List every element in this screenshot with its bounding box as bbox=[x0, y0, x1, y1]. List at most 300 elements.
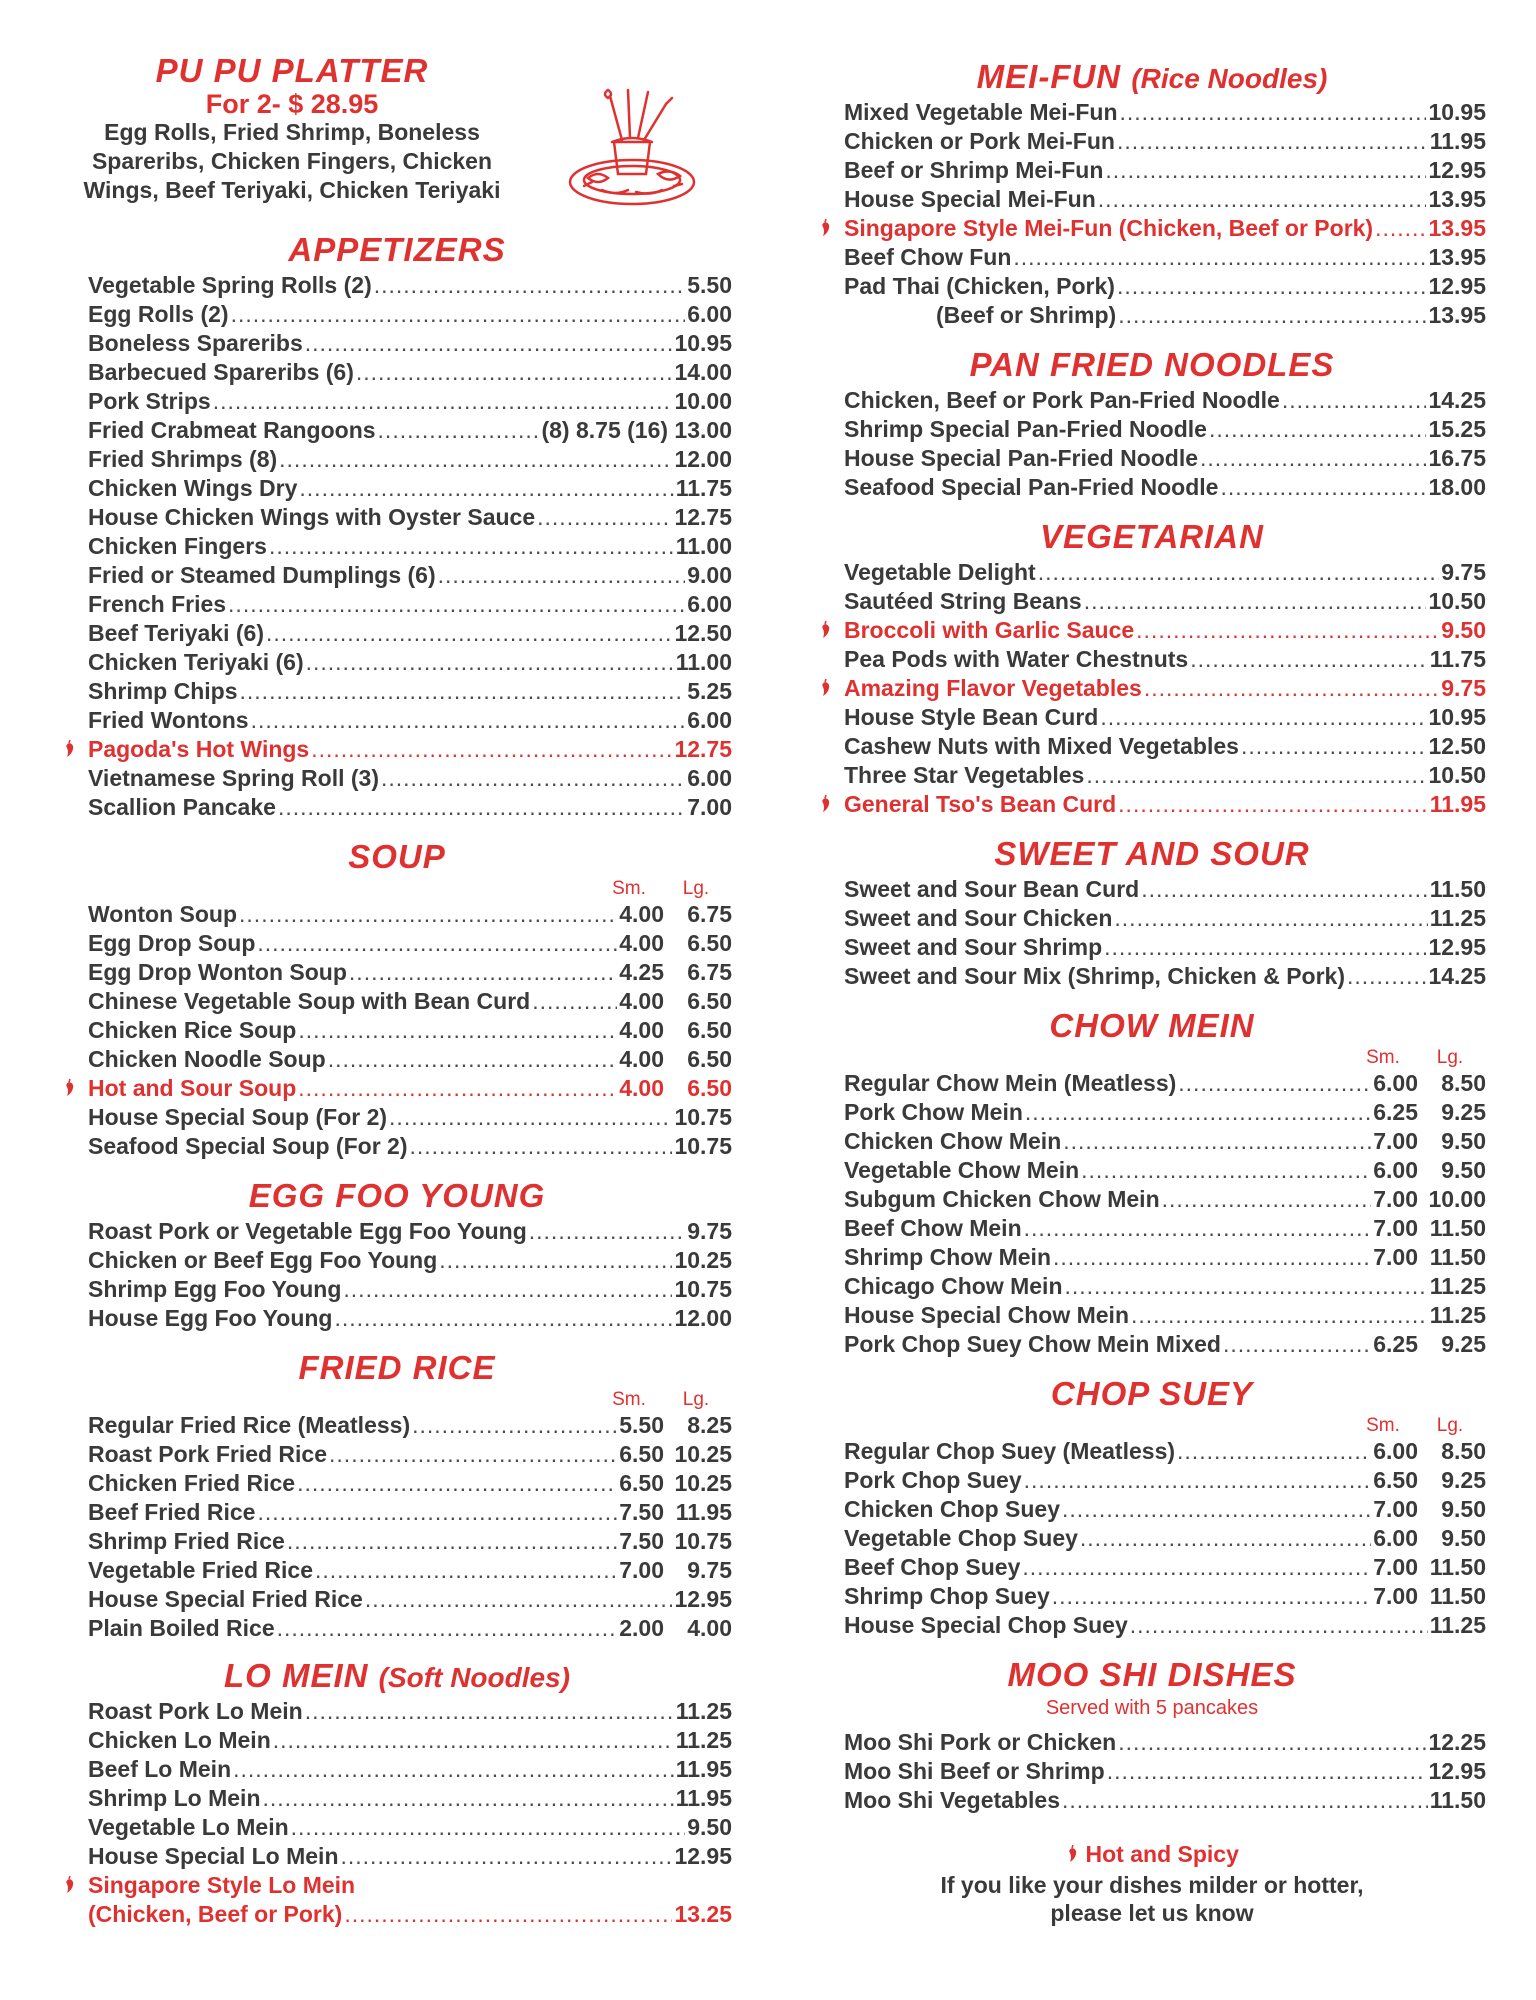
menu-item-house-egg-foo-young bbox=[88, 1304, 732, 1333]
item-price-large: 11.50 bbox=[1429, 1554, 1486, 1580]
mei-fun-title: MEI-FUN (Rice Noodles) bbox=[976, 58, 1328, 95]
menu-item-roast-pork-lo-mein bbox=[88, 1697, 732, 1726]
item-name: Three Star Vegetables bbox=[844, 762, 1085, 788]
menu-item-house-style-bean-curd bbox=[844, 703, 1486, 732]
dot-leader bbox=[532, 987, 617, 1016]
dot-leader bbox=[1062, 1495, 1371, 1524]
menu-item-shrimp-chow-mein bbox=[844, 1243, 1486, 1272]
item-price-small: 6.00 bbox=[1373, 1525, 1418, 1551]
menu-item-beef-chow-fun bbox=[844, 243, 1486, 272]
chop-suey-title: CHOP SUEY bbox=[1050, 1375, 1254, 1412]
dot-leader bbox=[1100, 703, 1426, 732]
item-name: Subgum Chicken Chow Mein bbox=[844, 1186, 1160, 1212]
dot-leader bbox=[315, 1556, 617, 1585]
menu-item-chicken-wings-dry bbox=[88, 474, 732, 503]
dot-leader bbox=[1347, 962, 1426, 991]
item-price: 12.95 bbox=[1428, 273, 1486, 299]
menu-item-chicken-chow-mein bbox=[844, 1127, 1486, 1156]
item-price-large: 6.50 bbox=[687, 930, 732, 956]
item-price: 12.00 bbox=[674, 446, 732, 472]
item-name: House Egg Foo Young bbox=[88, 1305, 333, 1331]
item-price-large: 10.00 bbox=[1428, 1186, 1486, 1212]
dot-leader bbox=[1107, 1757, 1427, 1786]
dot-leader bbox=[1081, 1156, 1371, 1185]
small-size-label: Sm. bbox=[612, 1389, 646, 1410]
item-price-large: 10.25 bbox=[674, 1441, 732, 1467]
item-name: House Special Lo Mein bbox=[88, 1843, 339, 1869]
item-name: Sweet and Sour Shrimp bbox=[844, 934, 1103, 960]
menu-item-chicken-fingers bbox=[88, 532, 732, 561]
item-name: Chicken Chow Mein bbox=[844, 1128, 1062, 1154]
dot-leader bbox=[1130, 1611, 1428, 1640]
item-price-small: 7.00 bbox=[1373, 1583, 1418, 1609]
menu-item-shrimp-lo-mein bbox=[88, 1784, 732, 1813]
pepper-icon bbox=[816, 616, 834, 645]
dot-leader bbox=[365, 1585, 673, 1614]
pepper-icon bbox=[816, 674, 834, 703]
large-size-label: Lg. bbox=[682, 878, 710, 899]
item-price-large: 9.50 bbox=[1441, 1128, 1486, 1154]
item-price-large: 9.50 bbox=[1441, 1157, 1486, 1183]
item-name: Shrimp Special Pan-Fried Noodle bbox=[844, 416, 1207, 442]
dot-leader bbox=[1120, 98, 1427, 127]
item-price: 14.25 bbox=[1428, 963, 1486, 989]
menu-item-beef-or-shrimp bbox=[844, 301, 1486, 330]
vegetarian-section bbox=[818, 516, 1486, 819]
dot-leader bbox=[378, 416, 540, 445]
item-name: Seafood Special Pan-Fried Noodle bbox=[844, 474, 1219, 500]
dot-leader bbox=[341, 1842, 673, 1871]
large-size-label: Lg. bbox=[682, 1389, 710, 1410]
item-price-large: 9.50 bbox=[1441, 1496, 1486, 1522]
item-price-small: 6.25 bbox=[1373, 1099, 1418, 1125]
vegetarian-title: VEGETARIAN bbox=[1040, 518, 1264, 555]
fried-rice-section bbox=[62, 1347, 732, 1643]
item-name: Moo Shi Beef or Shrimp bbox=[844, 1758, 1105, 1784]
item-price-large: 11.50 bbox=[1429, 1583, 1486, 1609]
size-header bbox=[844, 1047, 1486, 1069]
dot-leader bbox=[1065, 1272, 1428, 1301]
pupu-price: For 2- $ 28.95 bbox=[205, 89, 379, 119]
item-name: Roast Pork Lo Mein bbox=[88, 1698, 303, 1724]
menu-item-moo-shi-vegetables bbox=[844, 1786, 1486, 1815]
item-price: 13.25 bbox=[674, 1901, 732, 1927]
appetizers-title: APPETIZERS bbox=[288, 231, 506, 268]
dot-leader bbox=[263, 1784, 674, 1813]
item-price: 11.95 bbox=[675, 1756, 732, 1782]
item-price: 12.95 bbox=[1428, 934, 1486, 960]
item-price-large: 8.50 bbox=[1441, 1438, 1486, 1464]
dot-leader bbox=[213, 387, 673, 416]
menu-item-chinese-vegetable-soup-with-bean-curd bbox=[88, 987, 732, 1016]
item-name: Barbecued Spareribs (6) bbox=[88, 359, 354, 385]
menu-item-shrimp-chop-suey bbox=[844, 1582, 1486, 1611]
menu-item-beef-chow-mein bbox=[844, 1214, 1486, 1243]
item-name: (Chicken, Beef or Pork) bbox=[88, 1901, 343, 1927]
item-name: Shrimp Chow Mein bbox=[844, 1244, 1051, 1270]
item-name: Seafood Special Soup (For 2) bbox=[88, 1133, 408, 1159]
dot-leader bbox=[381, 764, 685, 793]
item-price: 5.25 bbox=[687, 678, 732, 704]
dot-leader bbox=[1038, 558, 1440, 587]
item-name: House Special Pan-Fried Noodle bbox=[844, 445, 1199, 471]
dot-leader bbox=[334, 1304, 672, 1333]
menu-item-chicken-chop-suey bbox=[844, 1495, 1486, 1524]
dot-leader bbox=[1025, 1098, 1371, 1127]
item-name: Fried or Steamed Dumplings (6) bbox=[88, 562, 436, 588]
menu-item-shrimp-egg-foo-young bbox=[88, 1275, 732, 1304]
item-price: 12.25 bbox=[1428, 1729, 1486, 1755]
item-price: 5.50 bbox=[687, 272, 732, 298]
item-name: Pork Chop Suey bbox=[844, 1467, 1022, 1493]
item-price-large: 6.75 bbox=[687, 901, 732, 927]
item-name: Chicken Chop Suey bbox=[844, 1496, 1060, 1522]
pan-fried-noodles-section bbox=[818, 344, 1486, 502]
right-column bbox=[818, 56, 1486, 1927]
item-name: Egg Drop Wonton Soup bbox=[88, 959, 347, 985]
item-name: Chicken Teriyaki (6) bbox=[88, 649, 304, 675]
dot-leader bbox=[328, 1045, 618, 1074]
dot-leader bbox=[412, 1411, 617, 1440]
dot-leader bbox=[273, 1726, 674, 1755]
item-name: Chinese Vegetable Soup with Bean Curd bbox=[88, 988, 531, 1014]
menu-item-vietnamese-spring-roll-3 bbox=[88, 764, 732, 793]
dot-leader bbox=[233, 1755, 674, 1784]
chow-mein-section bbox=[818, 1005, 1486, 1359]
item-name: Chicken Wings Dry bbox=[88, 475, 298, 501]
dot-leader bbox=[277, 1614, 618, 1643]
item-name: House Special Mei-Fun bbox=[844, 186, 1096, 212]
item-price: 10.75 bbox=[674, 1276, 732, 1302]
dot-leader bbox=[1177, 1437, 1371, 1466]
menu-item-boneless-spareribs bbox=[88, 329, 732, 358]
lo-mein-list bbox=[62, 1697, 732, 1929]
item-price: 9.50 bbox=[1441, 617, 1486, 643]
menu-item-seafood-special-soup-for-2 bbox=[88, 1132, 732, 1161]
item-price-small: 2.00 bbox=[619, 1615, 664, 1641]
dot-leader bbox=[1086, 761, 1426, 790]
item-name: Sautéed String Beans bbox=[844, 588, 1082, 614]
item-name: House Style Bean Curd bbox=[844, 704, 1099, 730]
dot-leader bbox=[349, 958, 617, 987]
menu-item-hot-and-sour-soup bbox=[88, 1074, 732, 1103]
item-price-large: 9.25 bbox=[1441, 1099, 1486, 1125]
item-price-small: 6.00 bbox=[1373, 1070, 1418, 1096]
item-price-small: 7.00 bbox=[1373, 1554, 1418, 1580]
item-name: Egg Rolls (2) bbox=[88, 301, 229, 327]
dot-leader bbox=[1117, 272, 1426, 301]
item-price: 9.75 bbox=[1441, 675, 1486, 701]
item-price-small: 6.50 bbox=[619, 1441, 664, 1467]
item-name: Wonton Soup bbox=[88, 901, 238, 927]
dot-leader bbox=[305, 1697, 674, 1726]
menu-item-wonton-soup bbox=[88, 900, 732, 929]
menu-item-chicken-fried-rice bbox=[88, 1469, 732, 1498]
sweet-and-sour-title: SWEET AND SOUR bbox=[994, 835, 1310, 872]
item-name: Sweet and Sour Mix (Shrimp, Chicken & Pork) bbox=[844, 963, 1345, 989]
dot-leader bbox=[1162, 1185, 1372, 1214]
dot-leader bbox=[278, 793, 685, 822]
menu-item-vegetable-fried-rice bbox=[88, 1556, 732, 1585]
item-price: 6.00 bbox=[687, 707, 732, 733]
menu-item-chicken-beef-or-pork-pan-fried-noodle bbox=[844, 386, 1486, 415]
item-price: 10.00 bbox=[674, 388, 732, 414]
menu-item-chicken-teriyaki-6 bbox=[88, 648, 732, 677]
item-name: Amazing Flavor Vegetables bbox=[844, 675, 1142, 701]
item-price-large: 6.50 bbox=[687, 1017, 732, 1043]
item-price-large: 6.50 bbox=[687, 988, 732, 1014]
dot-leader bbox=[1114, 904, 1427, 933]
footer-note bbox=[818, 1837, 1486, 1927]
menu-item-chicken-or-beef-egg-foo-young bbox=[88, 1246, 732, 1275]
item-price-small: 6.00 bbox=[1373, 1157, 1418, 1183]
item-name: Vegetable Chop Suey bbox=[844, 1525, 1078, 1551]
menu-item-plain-boiled-rice bbox=[88, 1614, 732, 1643]
small-size-label: Sm. bbox=[1366, 1415, 1400, 1436]
menu-item-house-special-fried-rice bbox=[88, 1585, 732, 1614]
item-name: Beef Fried Rice bbox=[88, 1499, 256, 1525]
menu-item-fried-or-steamed-dumplings-6 bbox=[88, 561, 732, 590]
item-name: Vegetable Chow Mein bbox=[844, 1157, 1080, 1183]
menu-item-moo-shi-pork-or-chicken bbox=[844, 1728, 1486, 1757]
item-name: Beef Lo Mein bbox=[88, 1756, 232, 1782]
item-price-small: 6.25 bbox=[1373, 1331, 1418, 1357]
dot-leader bbox=[529, 1217, 685, 1246]
pepper-icon bbox=[816, 790, 834, 819]
item-price-large: 8.50 bbox=[1441, 1070, 1486, 1096]
menu-item-pork-chop-suey bbox=[844, 1466, 1486, 1495]
item-name: Regular Chow Mein (Meatless) bbox=[844, 1070, 1177, 1096]
item-price-small: 4.00 bbox=[619, 1017, 664, 1043]
menu-item-roast-pork-or-vegetable-egg-foo-young bbox=[88, 1217, 732, 1246]
item-name: House Special Fried Rice bbox=[88, 1586, 363, 1612]
pupu-platter-illustration-icon bbox=[562, 82, 702, 212]
item-price-small: 4.00 bbox=[619, 901, 664, 927]
dot-leader bbox=[1117, 127, 1428, 156]
item-price-small: 6.50 bbox=[1373, 1467, 1418, 1493]
pupu-description: Egg Rolls, Fried Shrimp, Boneless Spareribs, Chicken Fingers, Chicken Wings, Beef Teriyaki, Chicken Teriyaki bbox=[83, 119, 501, 203]
menu-item-scallion-pancake bbox=[88, 793, 732, 822]
item-name: Shrimp Chop Suey bbox=[844, 1583, 1050, 1609]
item-price: 12.95 bbox=[1428, 157, 1486, 183]
item-name: Fried Shrimps (8) bbox=[88, 446, 278, 472]
dot-leader bbox=[537, 503, 672, 532]
dot-leader bbox=[257, 929, 617, 958]
mei-fun-section bbox=[818, 56, 1486, 330]
lo-mein-subtitle: (Soft Noodles) bbox=[378, 1662, 570, 1693]
item-price: 12.95 bbox=[674, 1843, 732, 1869]
item-name: Chicken or Pork Mei-Fun bbox=[844, 128, 1115, 154]
item-name: Singapore Style Mei-Fun (Chicken, Beef or Pork) bbox=[844, 215, 1374, 241]
item-name: Boneless Spareribs bbox=[88, 330, 303, 356]
dot-leader bbox=[374, 271, 686, 300]
item-price-small: 4.00 bbox=[619, 1046, 664, 1072]
dot-leader bbox=[291, 1813, 686, 1842]
dot-leader bbox=[1118, 301, 1426, 330]
pepper-icon bbox=[60, 1074, 78, 1103]
item-price: 13.95 bbox=[1428, 302, 1486, 328]
item-price: 15.25 bbox=[1428, 416, 1486, 442]
item-price-small: 7.00 bbox=[1373, 1496, 1418, 1522]
item-name: Egg Drop Soup bbox=[88, 930, 256, 956]
moo-shi-list bbox=[818, 1728, 1486, 1815]
item-price-small: 7.00 bbox=[1373, 1186, 1418, 1212]
item-price-large: 6.75 bbox=[687, 959, 732, 985]
dot-leader bbox=[1131, 1301, 1428, 1330]
item-price-large: 6.50 bbox=[687, 1075, 732, 1101]
menu-item-regular-fried-rice-meatless bbox=[88, 1411, 732, 1440]
dot-leader bbox=[1141, 875, 1427, 904]
item-price: 6.00 bbox=[687, 301, 732, 327]
dot-leader bbox=[1063, 1127, 1371, 1156]
dot-leader bbox=[1080, 1524, 1371, 1553]
item-price: 12.95 bbox=[1428, 1758, 1486, 1784]
item-name: Broccoli with Garlic Sauce bbox=[844, 617, 1135, 643]
item-price-large: 9.75 bbox=[687, 1557, 732, 1583]
menu-item-pork-chop-suey-chow-mein-mixed bbox=[844, 1330, 1486, 1359]
item-price-small: 4.25 bbox=[619, 959, 664, 985]
item-price-small: 7.00 bbox=[619, 1557, 664, 1583]
menu-item-beef-or-shrimp-mei-fun bbox=[844, 156, 1486, 185]
item-name: Beef or Shrimp Mei-Fun bbox=[844, 157, 1104, 183]
item-name: Sweet and Sour Chicken bbox=[844, 905, 1113, 931]
dot-leader bbox=[1282, 386, 1427, 415]
item-price-large: 11.50 bbox=[1429, 1215, 1486, 1241]
item-name: Chicken or Beef Egg Foo Young bbox=[88, 1247, 438, 1273]
item-name: Singapore Style Lo Mein bbox=[88, 1872, 356, 1898]
dot-leader bbox=[356, 358, 673, 387]
item-name: Chicken Rice Soup bbox=[88, 1017, 297, 1043]
item-price-large: 10.25 bbox=[674, 1470, 732, 1496]
item-name: Pork Chow Mein bbox=[844, 1099, 1023, 1125]
item-name: Chicken Fingers bbox=[88, 533, 267, 559]
item-price-small: 7.50 bbox=[619, 1528, 664, 1554]
item-price: 10.75 bbox=[674, 1104, 732, 1130]
dot-leader bbox=[1118, 1728, 1426, 1757]
item-price-small: 6.50 bbox=[619, 1470, 664, 1496]
item-name: Beef Chow Mein bbox=[844, 1215, 1022, 1241]
dot-leader bbox=[240, 677, 686, 706]
item-price: 10.75 bbox=[674, 1133, 732, 1159]
item-price-small: 4.00 bbox=[619, 988, 664, 1014]
item-price-large: 4.00 bbox=[687, 1615, 732, 1641]
egg-foo-young-title: EGG FOO YOUNG bbox=[248, 1177, 546, 1214]
item-price-large: 10.75 bbox=[674, 1528, 732, 1554]
footer-line-2: please let us know bbox=[1050, 1900, 1254, 1926]
vegetarian-list bbox=[818, 558, 1486, 819]
item-price-small: 4.00 bbox=[619, 930, 664, 956]
item-name: House Chicken Wings with Oyster Sauce bbox=[88, 504, 536, 530]
dot-leader bbox=[1375, 214, 1426, 243]
pan-fried-noodles-list bbox=[818, 386, 1486, 502]
dot-leader bbox=[1190, 645, 1428, 674]
item-price: 12.00 bbox=[674, 1305, 732, 1331]
menu-item-vegetable-spring-rolls-2 bbox=[88, 271, 732, 300]
dot-leader bbox=[257, 1498, 617, 1527]
item-name: Shrimp Fried Rice bbox=[88, 1528, 285, 1554]
menu-item-beef-fried-rice bbox=[88, 1498, 732, 1527]
dot-leader bbox=[1136, 616, 1439, 645]
appetizers-list bbox=[62, 271, 732, 822]
dot-leader bbox=[409, 1132, 672, 1161]
item-name: General Tso's Bean Curd bbox=[844, 791, 1117, 817]
menu-item-house-special-chow-mein bbox=[844, 1301, 1486, 1330]
item-name: Roast Pork or Vegetable Egg Foo Young bbox=[88, 1218, 527, 1244]
item-price: 6.00 bbox=[687, 591, 732, 617]
dot-leader bbox=[305, 329, 673, 358]
left-column bbox=[62, 52, 732, 1929]
dot-leader bbox=[269, 532, 674, 561]
item-price: 10.50 bbox=[1428, 762, 1486, 788]
menu-item-three-star-vegetables bbox=[844, 761, 1486, 790]
dot-leader bbox=[1084, 587, 1427, 616]
pan-fried-noodles-title: PAN FRIED NOODLES bbox=[969, 346, 1335, 383]
menu-item-singapore-style-mei-fun-chicken-beef-or-pork bbox=[844, 214, 1486, 243]
item-price: 12.50 bbox=[674, 620, 732, 646]
size-header bbox=[88, 1389, 732, 1411]
item-price: 10.95 bbox=[1428, 99, 1486, 125]
menu-item-pad-thai-chicken-pork bbox=[844, 272, 1486, 301]
dot-leader bbox=[1241, 732, 1426, 761]
mei-fun-subtitle: (Rice Noodles) bbox=[1131, 63, 1328, 94]
menu-item-vegetable-lo-mein bbox=[88, 1813, 732, 1842]
item-price-small: 7.00 bbox=[1373, 1244, 1418, 1270]
item-name: Hot and Sour Soup bbox=[88, 1075, 297, 1101]
item-price: 11.95 bbox=[675, 1785, 732, 1811]
item-price: 13.95 bbox=[1428, 186, 1486, 212]
item-name: Pork Strips bbox=[88, 388, 211, 414]
pepper-icon bbox=[60, 735, 78, 764]
hot-and-spicy-key: Hot and Spicy bbox=[818, 1837, 1486, 1871]
item-price-large: 9.25 bbox=[1441, 1331, 1486, 1357]
item-price-large: 8.25 bbox=[687, 1412, 732, 1438]
dot-leader bbox=[1104, 933, 1426, 962]
menu-item-general-tso-s-bean-curd bbox=[844, 790, 1486, 819]
item-price: 11.25 bbox=[675, 1727, 732, 1753]
menu-item-vegetable-delight bbox=[844, 558, 1486, 587]
large-size-label: Lg. bbox=[1436, 1047, 1464, 1068]
dot-leader bbox=[344, 1900, 672, 1929]
item-name: French Fries bbox=[88, 591, 227, 617]
dot-leader bbox=[1220, 473, 1426, 502]
dot-leader bbox=[297, 1469, 617, 1498]
item-price-large: 9.25 bbox=[1441, 1467, 1486, 1493]
item-name: Vegetable Delight bbox=[844, 559, 1036, 585]
lo-mein-title: LO MEIN (Soft Noodles) bbox=[224, 1657, 570, 1694]
dot-leader bbox=[231, 300, 686, 329]
item-price: 10.95 bbox=[1428, 704, 1486, 730]
dot-leader bbox=[251, 706, 686, 735]
item-price: 12.75 bbox=[674, 504, 732, 530]
item-price: 11.25 bbox=[675, 1698, 732, 1724]
item-price: 10.50 bbox=[1428, 588, 1486, 614]
pepper-icon bbox=[1065, 1845, 1079, 1863]
size-header bbox=[844, 1415, 1486, 1437]
menu-item-subgum-chicken-chow-mein bbox=[844, 1185, 1486, 1214]
menu-item-house-special-lo-mein bbox=[88, 1842, 732, 1871]
item-name: Pagoda's Hot Wings bbox=[88, 736, 310, 762]
item-price-small: 7.50 bbox=[619, 1499, 664, 1525]
item-name: Scallion Pancake bbox=[88, 794, 276, 820]
item-name: Sweet and Sour Bean Curd bbox=[844, 876, 1140, 902]
dot-leader bbox=[1105, 156, 1426, 185]
menu-item-chicken-beef-or-pork bbox=[88, 1900, 732, 1929]
item-price-large: 11.50 bbox=[1429, 1244, 1486, 1270]
item-name: Beef Teriyaki (6) bbox=[88, 620, 264, 646]
pepper-icon bbox=[816, 214, 834, 243]
item-name: Moo Shi Vegetables bbox=[844, 1787, 1060, 1813]
item-name: Regular Chop Suey (Meatless) bbox=[844, 1438, 1176, 1464]
